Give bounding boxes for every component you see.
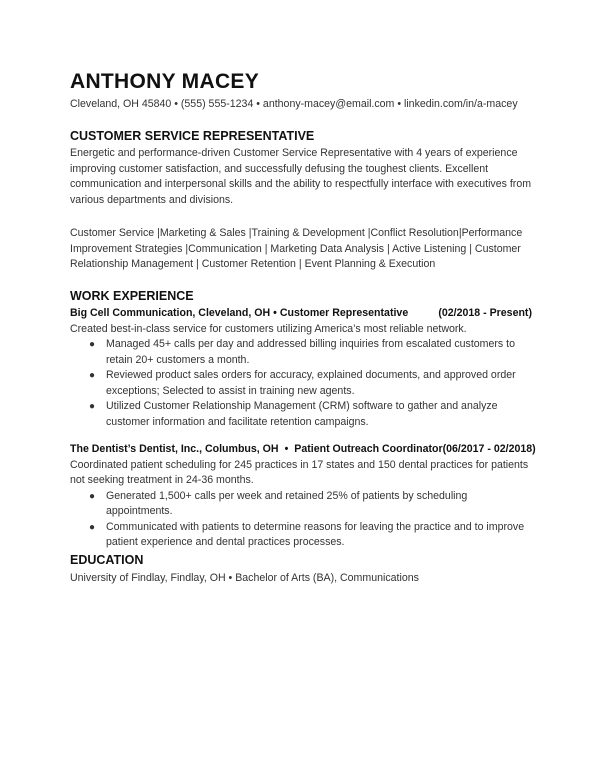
job-header — [70, 442, 536, 458]
job-bullet — [89, 368, 532, 399]
job-role: Customer Representative — [279, 307, 409, 319]
job-entry — [70, 306, 532, 430]
job-role: Patient Outreach Coordinator — [294, 443, 443, 455]
job-bullets — [70, 489, 532, 551]
bullet-icon: ● — [89, 339, 96, 350]
job-title-line — [70, 306, 408, 322]
job-dates: (02/2018 - Present) — [438, 307, 532, 319]
profile-title: CUSTOMER SERVICE REPRESENTATIVE — [70, 129, 315, 143]
job-company: Big Cell Communication, Cleveland, OH — [70, 307, 271, 319]
education-entry: University of Findlay, Findlay, OH • Bachelor of Arts (BA), Communications — [70, 572, 419, 584]
education-title: EDUCATION — [70, 553, 144, 567]
job-description: Created best-in-class service for customers utilizing America’s most reliable network. — [70, 322, 467, 335]
job-bullet — [89, 337, 532, 368]
job-bullet-text: Utilized Customer Relationship Management (CRM) software to gather and analyze customer information and facilitate retention campaigns. — [106, 400, 498, 428]
profile-section — [70, 129, 532, 208]
profile-summary: Energetic and performance-driven Customer Service Representative with 4 years of experience improving customer satisfaction, and successfully defusing the toughest clients. Excellent communication and interpersonal skills and the ability to respectfully interface with executives from various departments and divisions. — [70, 147, 532, 206]
bullet-icon: ● — [89, 370, 96, 381]
job-entry — [70, 442, 536, 551]
job-bullet — [89, 520, 532, 551]
job-bullet-text: Managed 45+ calls per day and addressed billing inquiries from escalated customers to retain 20+ customers a month. — [106, 338, 515, 366]
job-bullet-text: Generated 1,500+ calls per week and retained 25% of patients by scheduling appointments. — [106, 489, 468, 517]
job-header — [70, 306, 532, 322]
bullet-icon: ● — [89, 490, 96, 502]
job-company: The Dentist’s Dentist, Inc., Columbus, OH — [70, 443, 279, 455]
job-title-line — [70, 442, 443, 458]
work-experience-section — [70, 289, 536, 551]
job-bullet-text: Communicated with patients to determine reasons for leaving the practice and to improve patient experience and dental practices processes. — [106, 520, 525, 548]
job-bullet — [89, 399, 532, 430]
candidate-name: ANTHONY MACEY — [70, 70, 260, 93]
job-dates: (06/2017 - 02/2018) — [442, 443, 536, 455]
work-experience-title: WORK EXPERIENCE — [70, 289, 194, 303]
bullet-icon: ● — [89, 401, 96, 412]
skills-section — [70, 226, 532, 273]
bullet-icon: ● — [89, 521, 96, 533]
job-bullet-text: Reviewed product sales orders for accuracy, explained documents, and approved order exceptions; Selected to assist in training new agents. — [106, 369, 516, 397]
skills-list: Customer Service |Marketing & Sales |Training & Development |Conflict Resolution|Performance Improvement Strategies |Communication | Marketing Data Analysis | Active Listening | Customer Relationship Management | Customer Retention | Event Planning & Execution — [70, 227, 523, 270]
job-bullet — [89, 489, 532, 520]
job-separator: • — [284, 443, 289, 455]
job-separator: • — [273, 307, 277, 319]
job-bullets — [70, 337, 532, 430]
education-section — [70, 553, 532, 587]
contact-line: Cleveland, OH 45840 • (555) 555-1234 • anthony-macey@email.com • linkedin.com/in/a-macey — [70, 98, 518, 110]
job-description: Coordinated patient scheduling for 245 practices in 17 states and 150 dental practices for patients not seeking treatment in 24-36 months. — [70, 458, 529, 486]
